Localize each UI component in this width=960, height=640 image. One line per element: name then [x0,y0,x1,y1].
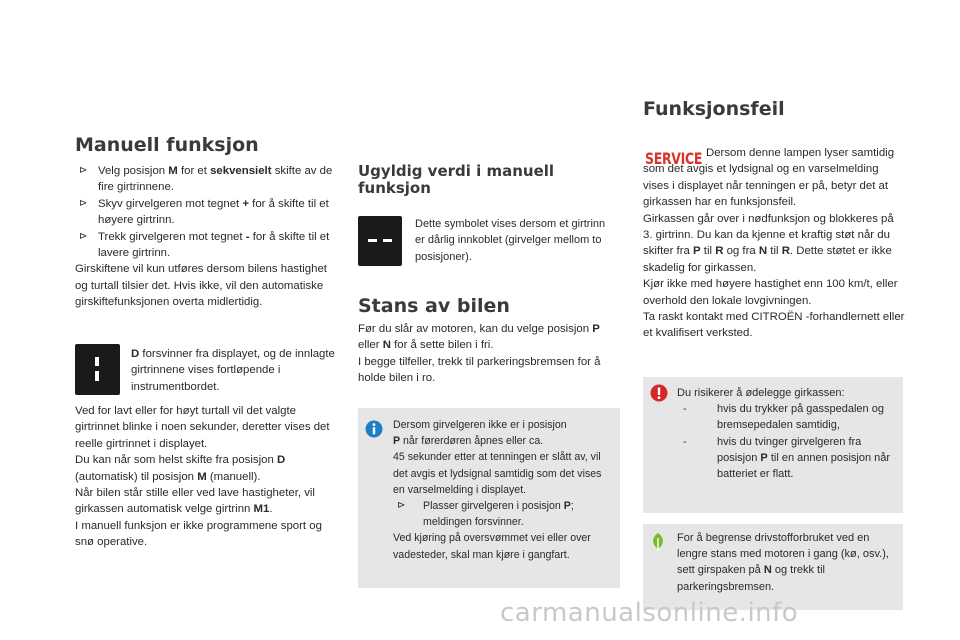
paragraph: Før du slår av motoren, kan du velge posisjon P eller N for å sette bilen i fri. [358,323,600,352]
info-line: Dersom girvelgeren ikke er i posisjon [393,419,567,431]
paragraph: Når bilen står stille eller ved lave hastigheter, vil girkassen automatisk velge girtrinn M1. [75,487,315,516]
warning-line: Du risikerer å ødelegge girkassen: [677,387,845,399]
paragraph: I manuell funksjon er ikke programmene sport og snø operative. [75,519,322,549]
info-line: Ved kjøring på oversvømmet vei eller over vadesteder, skal man kjøre i gangfart. [393,532,591,561]
paragraph: I begge tilfeller, trekk til parkeringsbremsen for å holde bilen i ro. [358,355,601,385]
list-item: - hvis du trykker på gasspedalen og bremsepedalen samtidig, [683,403,884,432]
arrow-bullet-icon: ⊳ [79,230,88,242]
d-note: D forsvinner fra displayet, og de innlagte girtrinnene vises fortløpende i instrumentbordet. [131,348,335,393]
section-title-stop: Stans av bilen [358,295,510,317]
service-label: SERVICE [645,149,703,168]
section-title-malfunction: Funksjonsfeil [643,98,785,120]
paragraph: Ved for lavt eller for høyt turtall vil det valgte girtrinnet blinke i noen sekunder, deretter vises det reelle girtrinnet i displayet. [75,405,330,450]
list-item: ⊳ Trekk girvelgeren mot tegnet - for å skifte til et lavere girtrinn. [79,230,330,260]
arrow-bullet-icon: ⊳ [397,500,406,512]
manual-text-block [75,403,340,551]
list-item: ⊳ Plasser girvelgeren i posisjon P; meldingen forsvinner. [397,500,574,529]
section-title-manual: Manuell funksjon [75,134,259,156]
info-box-text [393,417,615,563]
warning-box-text [677,385,899,482]
paragraph: Girskiftene vil kun utføres dersom bilens hastighet og turtall tilsier det. Hvis ikke, vil den automatiske girskiftefunksjonen overta midlertidig. [75,263,327,309]
paragraph: Kjør ikke med høyere hastighet enn 100 km/t, eller overhold den lokale lovgivningen. [643,278,898,307]
info-line: 45 sekunder etter at tenningen er slått av, vil det avgis et lydsignal samtidig som det vises en varselmelding i displayet. [393,451,602,496]
list-item: ⊳ Velg posisjon M for et sekvensielt skifte av de fire girtrinnene. [79,165,333,194]
manual-bullets [75,163,340,311]
paragraph: Girkassen går over i nødfunksjon og blokkeres på 3. girtrinn. Du kan da kjenne et kraftig støt når du skifter fra P til R og fra N til R. Dette støtet er ikke skadelig for girkassen. [643,212,894,274]
arrow-bullet-icon: ⊳ [79,165,88,176]
malfunction-text [643,145,905,342]
list-item: - hvis du tvinger girvelgeren fra posisjon P til en annen posisjon når batteriet er flatt. [683,435,891,481]
section-title-invalid: Ugyldig verdi i manuell funksjon [358,162,555,197]
watermark: carmanualsonline.info [500,598,799,628]
arrow-bullet-icon: ⊳ [79,197,88,209]
info-line: P når førerdøren åpnes eller ca. [393,435,544,448]
stop-text-block [358,321,620,387]
leaf-icon [649,532,667,557]
gear-display-icon [75,344,120,395]
info-icon [365,420,383,443]
list-item: ⊳ Skyv girvelgeren mot tegnet + for å skifte til et høyere girtrinn. [79,197,329,227]
warning-icon [650,384,668,407]
invalid-symbol-text: Dette symbolet vises dersom et girtrinn er dårlig innkoblet (girvelger mellom to posisjoner). [415,218,606,263]
invalid-gear-icon [358,216,402,266]
paragraph: Du kan når som helst skifte fra posisjon D (automatisk) til posisjon M (manuell). [75,454,286,483]
eco-box-text: For å begrense drivstofforbruket ved en lengre stans med motoren i gang (kø, osv.), sett girspaken på N og trekk til parkeringsbremsen. [677,532,889,593]
paragraph: Dersom denne lampen lyser samtidig som det avgis et lydsignal og en varselmelding vises i displayet når tenningen er på, betyr det at girkassen har en funksjonsfeil. [643,147,895,209]
paragraph: Ta raskt kontakt med CITROËN -forhandlernett eller et kvalifisert verksted. [643,311,905,340]
